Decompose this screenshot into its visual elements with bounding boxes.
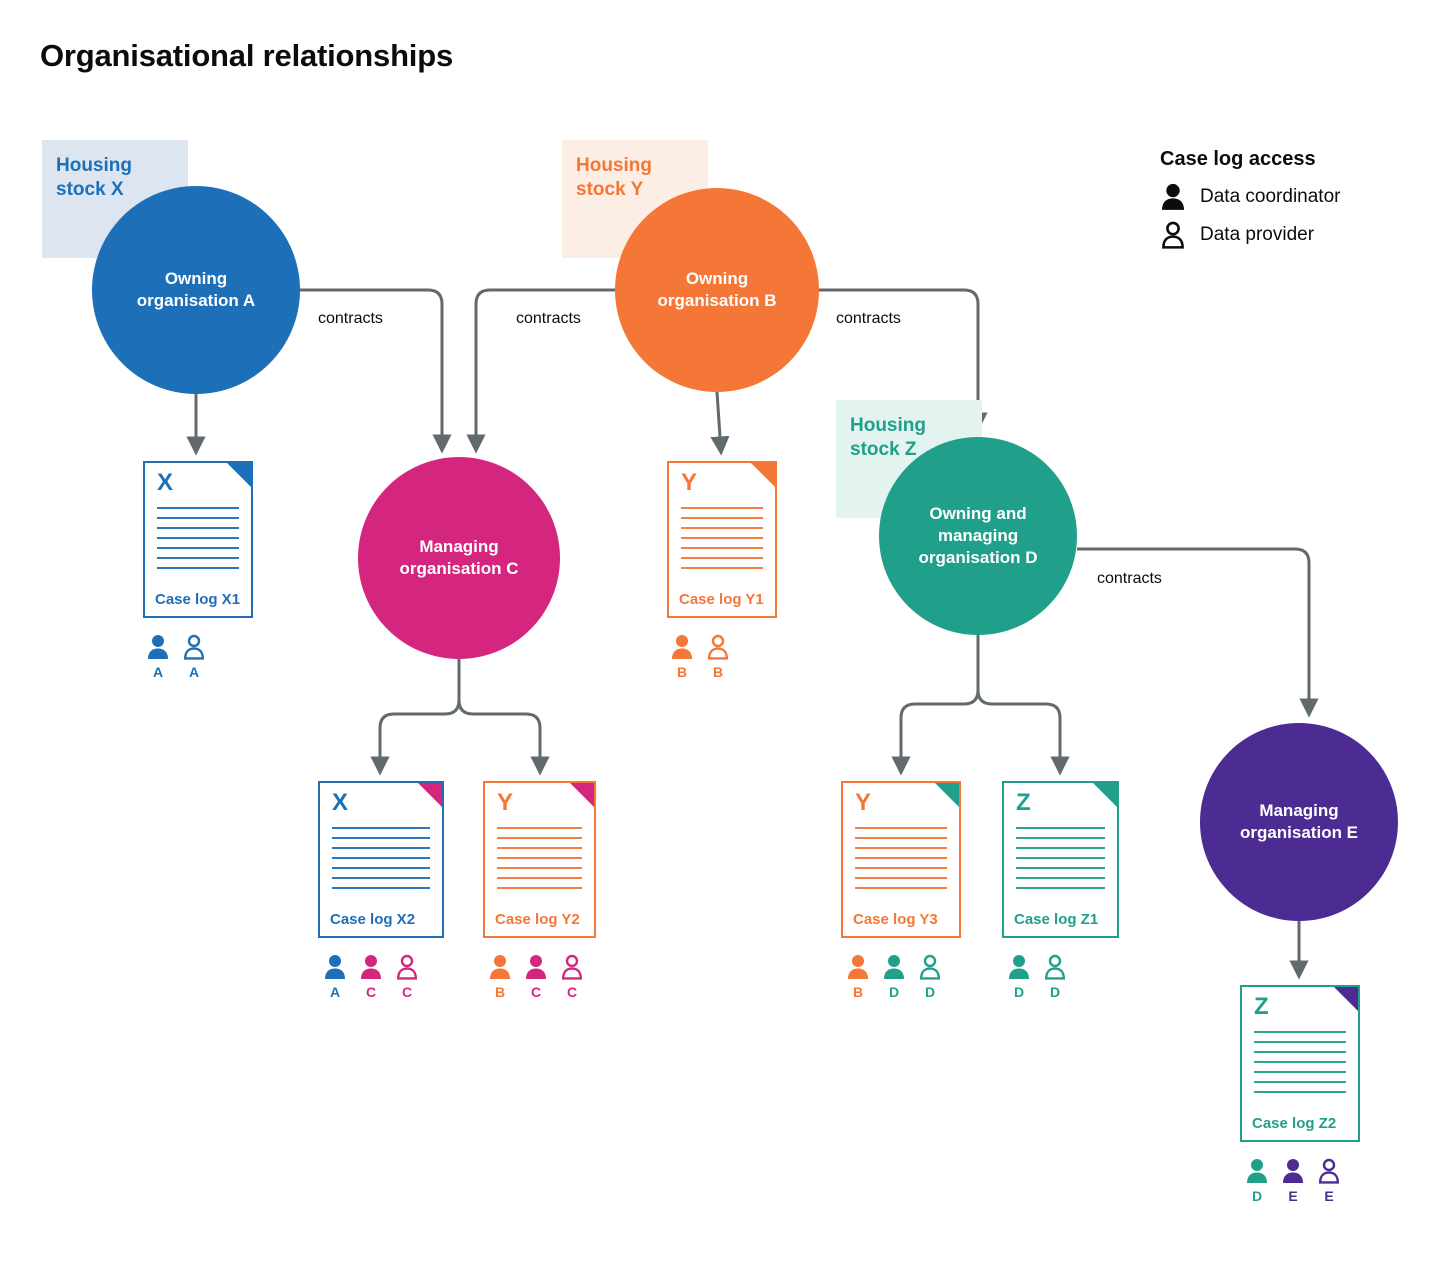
person-label: E: [1324, 1188, 1334, 1204]
doc-caption-y2: Case log Y2: [495, 911, 580, 928]
doc-fold-icon: [417, 782, 443, 808]
person-provider-c: [394, 954, 420, 1000]
document-case-log-x1[interactable]: [143, 461, 253, 618]
people-row-y2: [487, 954, 585, 1000]
doc-lines: [332, 827, 430, 897]
person-outline-icon: [1317, 1158, 1341, 1184]
person-coordinator-b: [487, 954, 513, 1000]
doc-letter-y3: Y: [855, 789, 872, 816]
person-provider-a: [181, 634, 207, 680]
people-row-y3: [845, 954, 943, 1000]
housing-stock-z-line1: Housing: [850, 415, 926, 436]
doc-letter-y1: Y: [681, 469, 698, 496]
doc-fold-icon: [934, 782, 960, 808]
doc-lines: [157, 507, 239, 577]
person-provider-c: [559, 954, 585, 1000]
person-label: B: [712, 664, 724, 680]
people-row-z2: [1244, 1158, 1342, 1204]
person-label: A: [188, 664, 200, 680]
person-filled-icon: [1007, 954, 1031, 980]
housing-stock-z-line2: stock Z: [850, 438, 917, 460]
person-filled-icon: [1281, 1158, 1305, 1184]
person-outline-icon: [182, 634, 206, 660]
person-label: C: [530, 984, 542, 1000]
person-label: D: [1049, 984, 1061, 1000]
person-coordinator-e: [1280, 1158, 1306, 1204]
doc-fold-icon: [569, 782, 595, 808]
org-e-line1: Managing: [1259, 800, 1339, 820]
edge-label-b-d: contracts: [836, 310, 901, 327]
link-c-to-y2: [459, 659, 540, 772]
org-a-line2: organisation A: [136, 291, 256, 310]
person-coordinator-d: [1006, 954, 1032, 1000]
doc-letter-y2: Y: [497, 789, 514, 816]
person-coordinator-c: [523, 954, 549, 1000]
housing-stock-x-line2: stock X: [56, 178, 124, 200]
doc-caption-x2: Case log X2: [330, 911, 416, 928]
document-case-log-y2[interactable]: [483, 781, 596, 938]
person-label: D: [924, 984, 936, 1000]
housing-stock-y-line2: stock Y: [576, 178, 644, 200]
org-d-line3: organisation D: [918, 548, 1038, 568]
person-outline-icon: [918, 954, 942, 980]
org-e-line2: organisation E: [1239, 823, 1359, 842]
person-filled-icon: [323, 954, 347, 980]
person-coordinator-a: [322, 954, 348, 1000]
edge-label-d-e: contracts: [1097, 570, 1162, 587]
person-label: C: [566, 984, 578, 1000]
person-outline-icon: [706, 634, 730, 660]
document-case-log-z2[interactable]: [1240, 985, 1360, 1142]
person-label: B: [676, 664, 688, 680]
person-coordinator-d: [881, 954, 907, 1000]
org-node-b[interactable]: [615, 188, 819, 392]
org-node-c[interactable]: [358, 457, 560, 659]
org-c-line2: organisation C: [399, 559, 519, 578]
document-case-log-z1[interactable]: [1002, 781, 1119, 938]
person-outline-icon: [1043, 954, 1067, 980]
people-row-z1: [1006, 954, 1068, 1000]
doc-lines: [855, 827, 947, 897]
document-case-log-x2[interactable]: [318, 781, 444, 938]
edge-label-a-c: contracts: [318, 310, 383, 327]
org-d-line1: Owning and: [929, 503, 1027, 523]
doc-fold-icon: [750, 462, 776, 488]
org-c-line1: Managing: [419, 536, 499, 556]
org-node-e[interactable]: [1200, 723, 1398, 921]
person-filled-icon: [524, 954, 548, 980]
link-d-to-z1: [978, 635, 1060, 772]
person-filled-icon: [846, 954, 870, 980]
person-coordinator-a: [145, 634, 171, 680]
people-row-y1: [669, 634, 731, 680]
doc-lines: [1254, 1031, 1346, 1101]
person-coordinator-b: [845, 954, 871, 1000]
person-provider-e: [1316, 1158, 1342, 1204]
document-case-log-y3[interactable]: [841, 781, 961, 938]
people-row-x1: [145, 634, 207, 680]
person-label: A: [152, 664, 164, 680]
doc-caption-x1: Case log X1: [155, 591, 241, 608]
link-b-to-y1: [717, 392, 721, 452]
person-outline-icon: [560, 954, 584, 980]
person-provider-d: [917, 954, 943, 1000]
legend-item-data-provider: [1160, 221, 1420, 249]
person-provider-d: [1042, 954, 1068, 1000]
org-d-line2: managing: [937, 525, 1019, 545]
doc-caption-z1: Case log Z1: [1014, 911, 1099, 928]
person-label: D: [888, 984, 900, 1000]
person-provider-b: [705, 634, 731, 680]
doc-lines: [1016, 827, 1105, 897]
doc-fold-icon: [1092, 782, 1118, 808]
legend-label-data-coordinator: Data coordinator: [1200, 186, 1341, 207]
doc-letter-x1: X: [157, 469, 174, 496]
org-node-a[interactable]: [92, 186, 300, 394]
person-filled-icon: [670, 634, 694, 660]
person-filled-icon: [359, 954, 383, 980]
housing-stock-x-line1: Housing: [56, 155, 132, 176]
people-row-x2: [322, 954, 420, 1000]
doc-letter-x2: X: [332, 789, 349, 816]
doc-fold-icon: [1333, 986, 1359, 1012]
person-outline-icon: [1160, 221, 1186, 249]
doc-caption-y3: Case log Y3: [853, 911, 938, 928]
person-label: B: [852, 984, 864, 1000]
person-filled-icon: [146, 634, 170, 660]
person-label: D: [1013, 984, 1025, 1000]
legend-item-data-coordinator: [1160, 183, 1420, 211]
doc-caption-y1: Case log Y1: [679, 591, 764, 608]
link-d-to-y3: [901, 635, 978, 772]
edge-label-b-c: contracts: [516, 310, 581, 327]
org-b-line1: Owning: [685, 268, 749, 288]
person-coordinator-b: [669, 634, 695, 680]
person-label: C: [365, 984, 377, 1000]
org-a-line1: Owning: [164, 268, 228, 288]
person-filled-icon: [488, 954, 512, 980]
document-case-log-y1[interactable]: [667, 461, 777, 618]
doc-lines: [681, 507, 763, 577]
person-label: D: [1251, 1188, 1263, 1204]
doc-letter-z1: Z: [1016, 789, 1031, 816]
page-title: Organisational relationships: [40, 38, 453, 73]
org-node-d[interactable]: [879, 437, 1077, 635]
person-coordinator-d: [1244, 1158, 1270, 1204]
legend-label-data-provider: Data provider: [1200, 224, 1315, 245]
person-filled-icon: [1245, 1158, 1269, 1184]
person-filled-icon: [1160, 183, 1186, 211]
legend: [1160, 148, 1420, 259]
person-outline-icon: [395, 954, 419, 980]
person-label: B: [494, 984, 506, 1000]
doc-caption-z2: Case log Z2: [1252, 1115, 1337, 1132]
doc-fold-icon: [226, 462, 252, 488]
person-label: A: [329, 984, 341, 1000]
legend-title: Case log access: [1160, 148, 1316, 170]
org-b-line2: organisation B: [657, 291, 777, 310]
doc-letter-z2: Z: [1254, 993, 1269, 1020]
person-coordinator-c: [358, 954, 384, 1000]
person-label: C: [401, 984, 413, 1000]
housing-stock-y-line1: Housing: [576, 155, 652, 176]
person-label: E: [1288, 1188, 1298, 1204]
person-filled-icon: [882, 954, 906, 980]
doc-lines: [497, 827, 582, 897]
link-c-to-x2: [380, 659, 459, 772]
